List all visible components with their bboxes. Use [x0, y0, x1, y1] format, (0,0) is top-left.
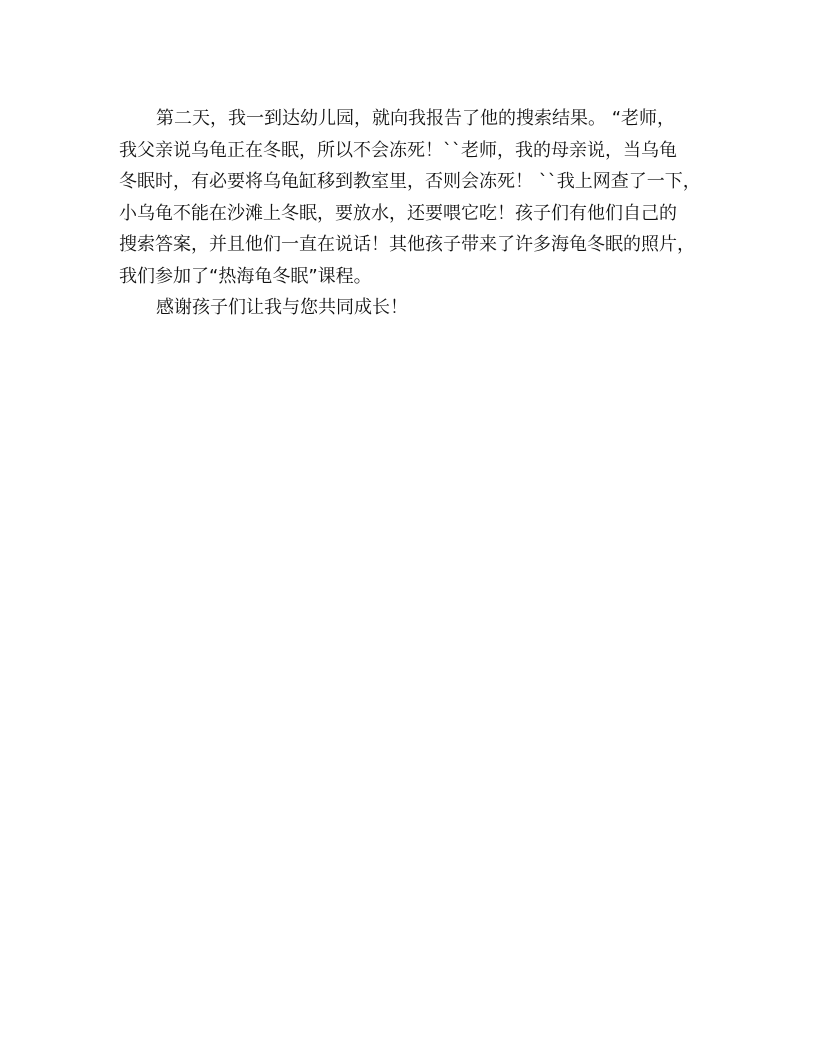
paragraph-2 — [119, 292, 719, 324]
document-body — [119, 103, 719, 324]
text-line: 我们参加了“热海龟冬眠”课程。 — [119, 265, 372, 287]
text-line: 小乌龟不能在沙滩上冬眠，要放水，还要喂它吃！孩子们有他们自己的 — [119, 202, 677, 224]
text-line: 感谢孩子们让我与您共同成长！ — [156, 297, 408, 318]
text-line: 搜索答案，并且他们一直在说话！其他孩子带来了许多海龟冬眠的照片， — [119, 234, 695, 255]
paragraph-1 — [119, 103, 719, 292]
text-line: 第二天，我一到达幼儿园，就向我报告了他的搜索结果。 “老师， — [156, 108, 676, 129]
text-line: 我父亲说乌龟正在冬眠，所以不会冻死！``老师，我的母亲说，当乌龟 — [119, 139, 677, 161]
text-line: 冬眠时，有必要将乌龟缸移到教室里，否则会冻死！ ``我上网查了一下， — [119, 171, 701, 192]
